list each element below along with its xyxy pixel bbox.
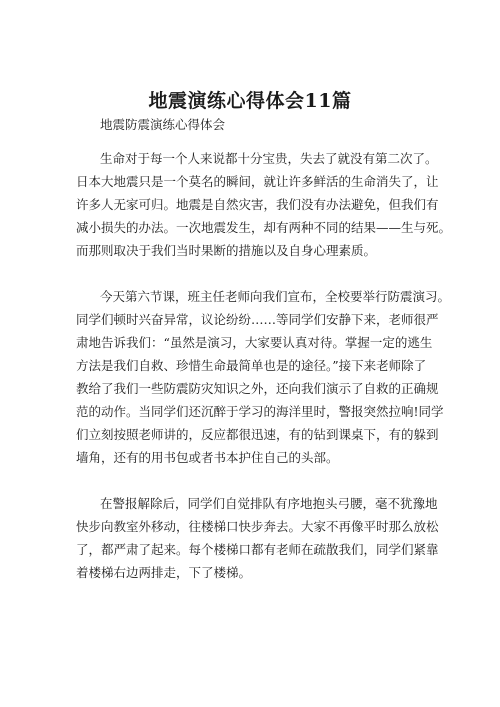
paragraph-line: 教给了我们一些防震防灾知识之外，还向我们演示了自救的正确规 xyxy=(76,381,439,396)
paragraph-line: 而那则取决于我们当时果断的措施以及自身心理素质。 xyxy=(76,243,377,258)
paragraph-line: 们立刻按照老师讲的，反应都很迅速，有的钻到课桌下，有的躲到 xyxy=(76,427,439,442)
paragraph-line: 今天第六节课，班主任老师向我们宣布，全校要举行防震演习。 xyxy=(100,289,451,304)
document-title: 地震演练心得体会11篇 xyxy=(148,90,352,112)
paragraph-line: 着楼梯右边两排走，下了楼梯。 xyxy=(76,565,252,580)
paragraph-line: 墙角，还有的用书包或者书本护住自己的头部。 xyxy=(76,450,339,465)
paragraph-line: 在警报解除后，同学们自觉排队有序地抱头弓腰，毫不犹豫地 xyxy=(100,496,438,511)
paragraph-line: 了，都严肃了起来。每个楼梯口都有老师在疏散我们，同学们紧靠 xyxy=(76,542,439,557)
paragraph-line: 方法是我们自救、珍惜生命最简单也是的途径。”接下来老师除了 xyxy=(76,358,427,373)
document-subtitle: 地震防震演练心得体会 xyxy=(100,117,226,132)
paragraph-line: 快步向教室外移动，往楼梯口快步奔去。大家不再像平时那么放松 xyxy=(76,519,439,534)
paragraph-line: 肃地告诉我们：“虽然是演习，大家要认真对待。掌握一定的逃生 xyxy=(76,335,433,350)
paragraph-line: 范的动作。当同学们还沉醉于学习的海洋里时，警报突然拉响!同学 xyxy=(76,404,444,419)
paragraph-line: 同学们顿时兴奋异常，议论纷纷……等同学们安静下来，老师很严 xyxy=(76,312,439,327)
paragraph-line: 许多人无家可归。地震是自然灾害，我们没有办法避免，但我们有 xyxy=(76,197,439,212)
paragraph-line: 日本大地震只是一个莫名的瞬间，就让许多鲜活的生命消失了，让 xyxy=(76,174,439,189)
paragraph-line: 减小损失的办法。一次地震发生，却有两种不同的结果——生与死。 xyxy=(76,220,452,235)
paragraph-line: 生命对于每一个人来说都十分宝贵，失去了就没有第二次了。 xyxy=(100,151,438,166)
